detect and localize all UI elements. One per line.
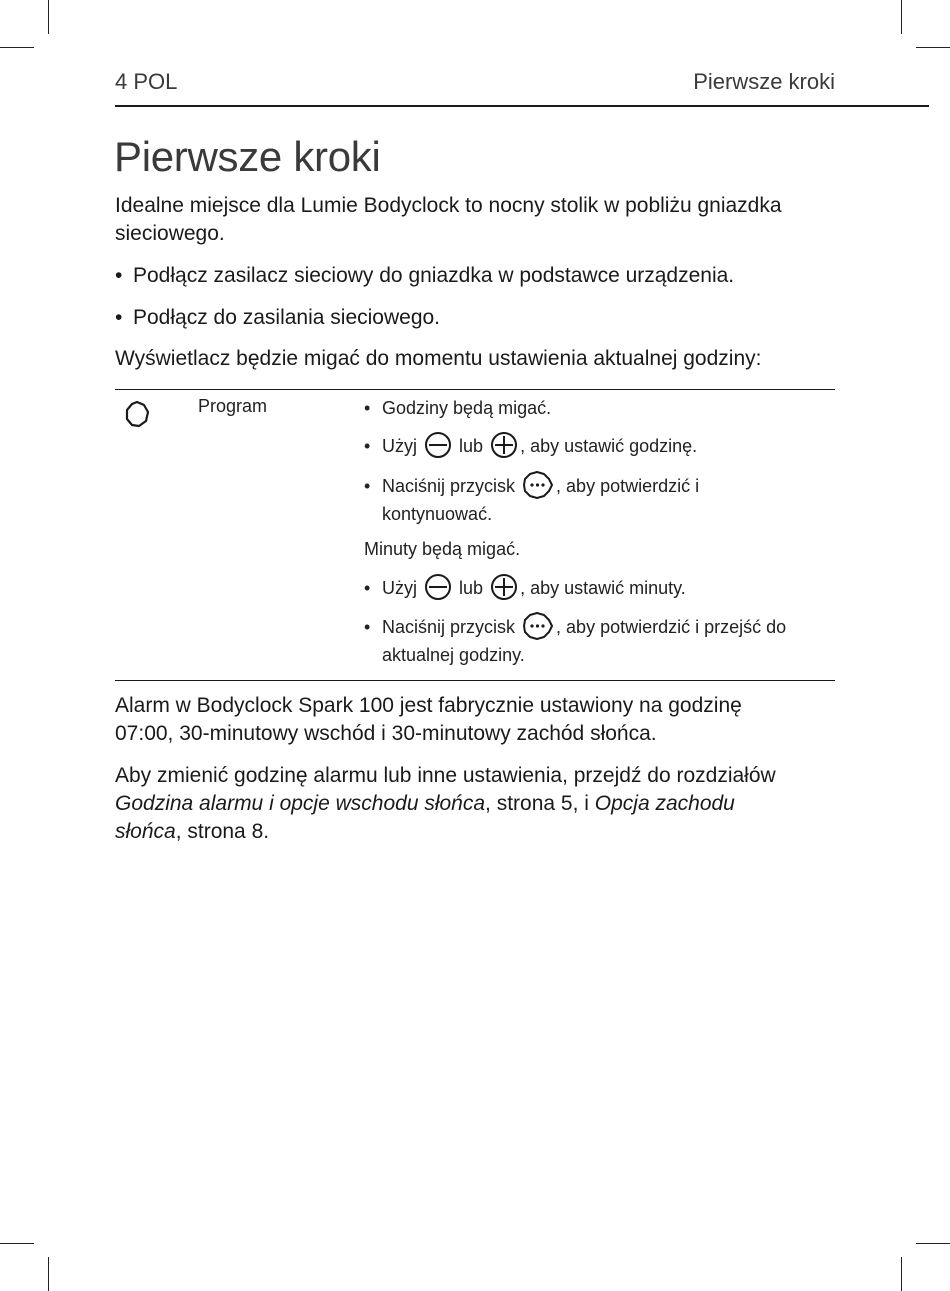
bullet-mark: • [364,578,371,598]
hours-blink-text: Godziny będą migać. [382,398,552,418]
confirm-go-text: , aby potwierdzić i przejść do [556,617,787,637]
table-list-item [364,613,834,669]
page-number: 4 POL [115,69,178,94]
set-minutes-text: , aby ustawić minuty. [520,578,686,598]
table-list-item [364,432,834,461]
table-top-rule [115,389,835,390]
table-list-item [364,574,834,603]
minus-button-icon [424,573,452,601]
intro-line: Idealne miejsce dla Lumie Bodyclock to nocny stolik w pobliżu gniazdka [115,194,782,217]
alarm-paragraph [115,692,835,748]
list-item [115,304,835,332]
change-line [115,818,835,846]
press-button-text: Naciśnij przycisk [382,617,516,637]
crop-mark [48,1257,49,1291]
plus-button-icon [490,431,518,459]
crop-mark [48,0,49,34]
or-text: lub [459,578,484,598]
bullet-mark: • [364,436,371,456]
header-divider [115,105,929,107]
reference-end-text: , strona 8. [175,820,270,843]
crop-mark [0,47,34,48]
continue-text: kontynuować. [382,504,493,524]
bullet-mark: • [364,398,371,418]
alarm-line: Alarm w Bodyclock Spark 100 jest fabrycznie ustawiony na godzinę [115,694,742,717]
crop-mark [916,1243,950,1244]
set-hour-text: , aby ustawić godzinę. [520,436,698,456]
press-button-text: Naciśnij przycisk [382,476,516,496]
use-text: Użyj [382,436,417,456]
crop-mark [0,1243,34,1244]
current-time-text: aktualnej godziny. [382,645,525,665]
intro-line: sieciowego. [115,222,225,245]
minutes-blink-text: Minuty będą migać. [364,539,521,559]
use-text: Użyj [382,578,417,598]
bullet-mark: • [364,476,371,496]
table-bottom-rule [115,680,835,681]
list-item-text: Podłącz zasilacz sieciowy do gniazdka w podstawce urządzenia. [133,264,735,287]
change-paragraph [115,762,835,846]
bullet-mark: • [115,306,123,329]
intro-paragraph [115,192,835,248]
confirm-continue-text: , aby potwierdzić i [556,476,700,496]
bullet-mark: • [115,264,123,287]
crop-mark [916,47,950,48]
bullet-mark: • [364,617,371,637]
list-item [115,262,835,290]
or-text: lub [459,436,484,456]
table-list-item [364,394,834,422]
change-line [115,790,835,818]
running-header: Pierwsze kroki [693,69,835,94]
page-title: Pierwsze kroki [114,133,381,180]
minus-button-icon [424,431,452,459]
reference-sunset-part1: Opcja zachodu [594,792,735,815]
reference-sunset-part2: słońca [115,820,176,843]
table-list-item [364,472,834,528]
plus-button-icon [490,573,518,601]
display-note: Wyświetlacz będzie migać do momentu ustawienia aktualnej godziny: [115,347,762,370]
reference-mid-text: , strona 5, i [485,792,595,815]
alarm-line: 07:00, 30-minutowy wschód i 30-minutowy zachód słońca. [115,722,657,745]
row-label-program: Program [198,396,268,416]
menu-button-icon [522,470,554,500]
crop-mark [901,1257,902,1291]
menu-button-icon [522,611,554,641]
list-item-text: Podłącz do zasilania sieciowego. [133,306,441,329]
reference-sunrise-alarm: Godzina alarmu i opcje wschodu słońca [115,792,486,815]
change-line: Aby zmienić godzinę alarmu lub inne ustawienia, przejdź do rozdziałów [115,764,776,787]
crop-mark [901,0,902,34]
program-button-icon [124,400,150,428]
